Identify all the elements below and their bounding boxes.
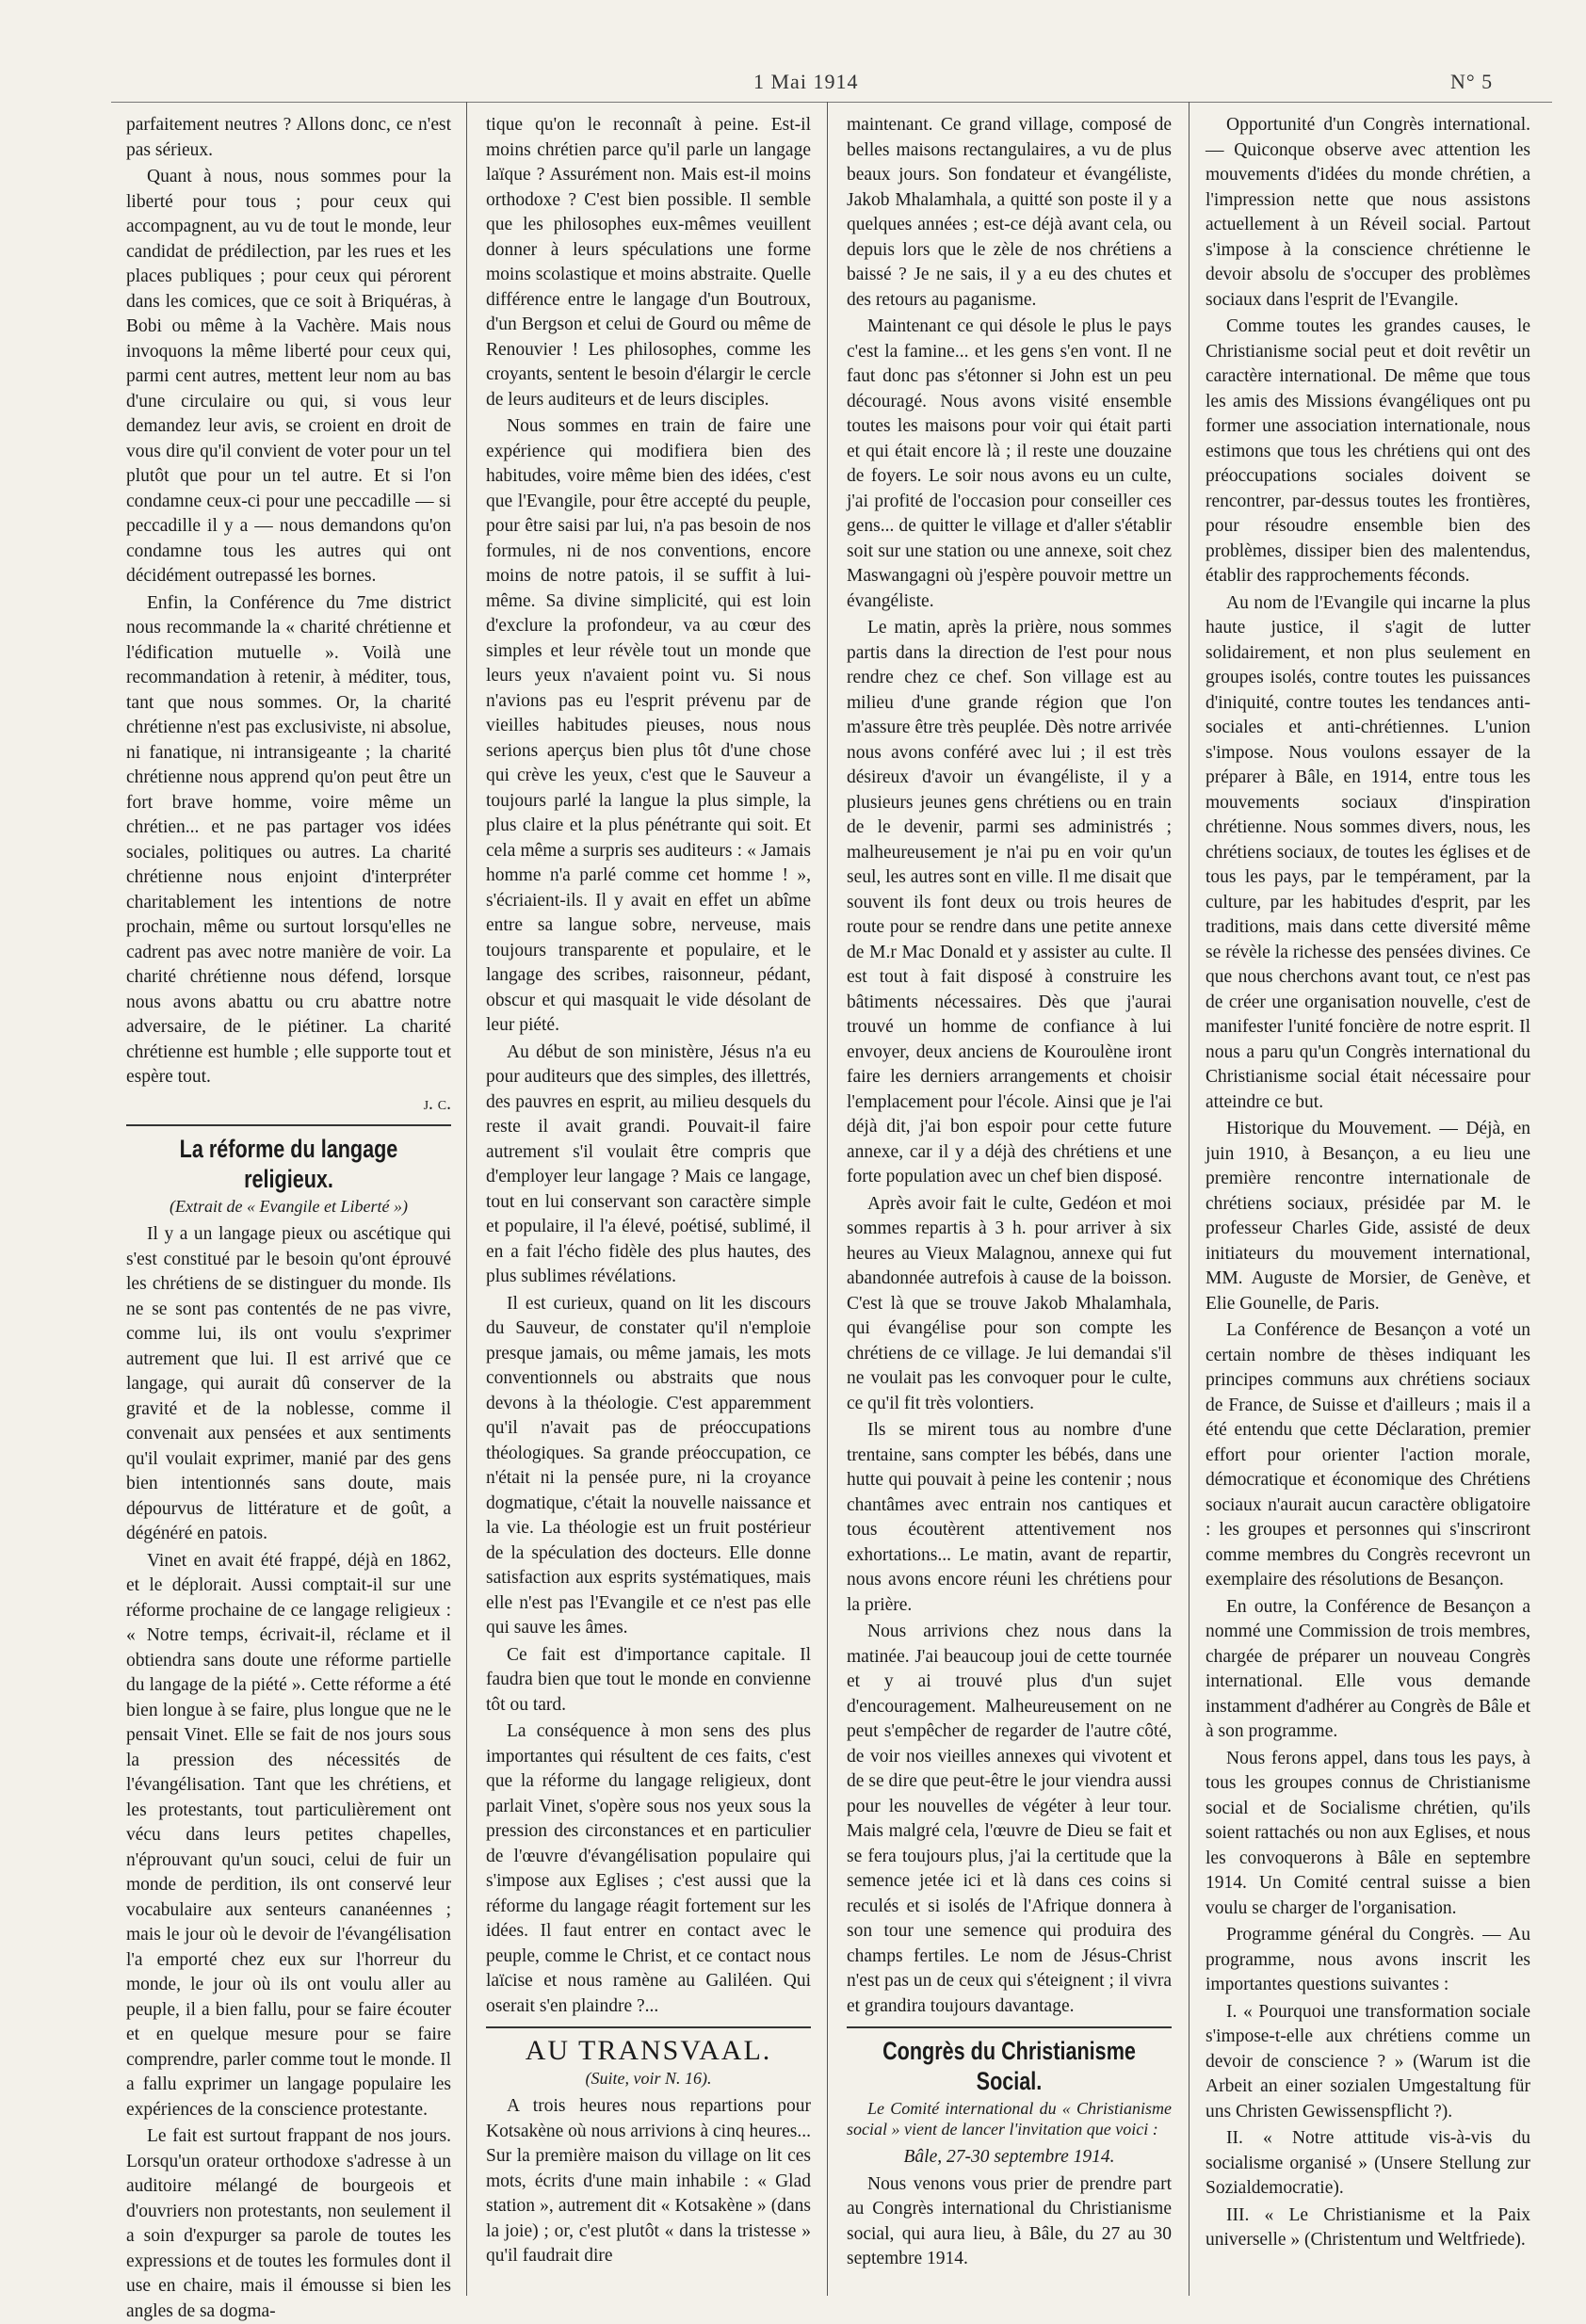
paragraph: Il y a un langage pieux ou ascétique qui s'est constitué par le besoin qu'ont éprouvé les chrétiens de se distinguer du monde. Ils ne se sont pas contentés de ne pas vivre, comme lui, ils ont voulu s'exprimer autrement que lui. Il est arrivé que ce langage, qui aurait dû conserver de la gravité et de la noblesse, comme il convenait aux pensées et aux sentiments qu'il voulait exprimer, manié par des gens bien intentionnés sans doute, mais dépourvus de littérature et de goût, a dégénéré en patois. <box>126 1224 451 1543</box>
paragraph: Vinet en avait été frappé, déjà en 1862, et le déplorait. Aussi comptait-il sur une réforme prochaine de ce langage religieux : « Notre temps, écrivait-il, réclame et il obtiendra sans doute une réforme partielle du langage de la piété ». Cette réforme a été bien longue à se faire, plus longue que ne le pensait Vinet. Elle se fait de nos jours sous la pression des nécessités de l'évangélisation. Tant que les chrétiens, et les protestants, tout particulièrement ont vécu dans leurs petites chapelles, n'éprouvant qu'un souci, celui de fuir un monde de perdition, ils ont conservé leur vocabulaire aux senteurs cananéennes ; mais le jour où le devoir de l'évangélisation l'a emporté chez eux sur l'horreur du monde, le jour où ils ont voulu aller au peuple, il a bien fallu, pour se faire écouter et en quelque mesure pour se faire comprendre, parler comme tout le monde. Il a fallu exprimer un langage populaire les expériences de la conscience protestante. <box>126 1550 451 2120</box>
column-3 <box>847 113 1172 2307</box>
paragraph: Quant à nous, nous sommes pour la liberté pour tous ; pour ceux qui accompagnent, au vu de tout le monde, leur candidat de prédilection, par les rues et les places publiques ; pour ceux qui pérorent dans les comices, que ce soit à Briquéras, à Bobi ou même à la Vachère. Mais nous invoquons la même liberté pour ceux qui, parmi cent autres, mettent leur nom au bas d'une circulaire ou qui, si vous leur demandez leur avis, se croient en droit de vous dire qu'il convient de voter pour un tel plutôt que pour un tel autre. Et si l'on condamne ceux-ci pour une peccadille — si peccadille il y a — nous demandons qu'on condamne tous les autres qui ont décidément outrepassé les bornes. <box>126 167 451 586</box>
paragraph: Le fait est surtout frappant de nos jours. Lorsqu'un orateur orthodoxe s'adresse à un auditoire mélangé de bourgeois et d'ouvriers non protestants, non seulement il a soin d'expurger sa parole de toutes les expressions et de toutes les formules dont il use en chaire, mais il émousse si bien les angles de sa dogma- <box>126 2126 451 2321</box>
paragraph: Il est curieux, quand on lit les discours du Sauveur, de constater qu'il n'emploie presque jamais, ou même jamais, les mots conventionnels ou abstraits que nous devons à la théologie. C'est apparemment qu'il n'avait pas de préoccupations théologiques. Sa grande préoccupation, ce n'était ni la pensée pure, ni la croyance dogmatique, c'était la nouvelle naissance et la vie. La théologie est un fruit postérieur de la spéculation des docteurs. Elle donne satisfaction aux esprits systématiques, mais elle n'est pas l'Evangile et ce n'est pas elle qui sauve les âmes. <box>486 1293 811 1638</box>
article-title-transvaal: AU TRANSVAAL. <box>525 2035 772 2066</box>
column-rule-2 <box>827 102 828 2296</box>
column-rule-3 <box>1189 102 1190 2296</box>
paragraph: Nous arrivions chez nous dans la matinée. J'ai beaucoup joui de cette tournée et y ai trouvé plus d'un sujet d'encouragement. Malheureusement on ne peut s'empêcher de regarder de l'autre côté, de voir nos vieilles annexes qui vivotent et de se dire que peut-être le jour viendra aussi pour les nouvelles de végéter à leur tour. Mais malgré cela, l'œuvre de Dieu se fait et se fera toujours plus, j'ai la certitude que la semence jetée ici et là dans ces coins si reculés et si isolés de l'Afrique donnera à son tour une semence qui produira des champs fertiles. Le nom de Jésus-Christ n'est pas un de ceux qui s'éteignent ; il vivra et grandira toujours davantage. <box>847 1622 1172 2016</box>
program-item: II. « Notre attitude vis-à-vis du socialisme organisé » (Unsere Stellung zur Sozialdemocratie). <box>1206 2128 1530 2198</box>
column-1 <box>126 113 451 2321</box>
paragraph: maintenant. Ce grand village, composé de belles maisons rectangulaires, a vu de plus beaux jours. Son fondateur et évangéliste, Jakob Mhalamhala, a quitté son poste il y a quelques années ; est-ce déjà avant cela, ou depuis lors que le zèle de nos chrétiens a baissé ? Je ne sais, il y a eu des chutes et des retours au paganisme. <box>847 115 1172 310</box>
article-rule <box>126 1124 451 1126</box>
article-subtitle: (Suite, voir N. 16). <box>585 2069 712 2088</box>
signature: j. c. <box>423 1093 451 1114</box>
article-title-congres: Congrès du Christianisme Social. <box>882 2037 1136 2095</box>
paragraph: Après avoir fait le culte, Gedéon et moi sommes repartis à 3 h. pour arriver à six heures au Vieux Malagnou, annexe qui fut abandonnée autrefois à cause de la boisson. C'est là que se trouve Jakob Mhalamhala, qui évangélise pour son compte les chrétiens de ce village. Je lui demandai s'il ne voulait pas les convoquer pour le culte, ce qu'il fit très volontiers. <box>847 1193 1172 1413</box>
paragraph: A trois heures nous repartions pour Kotsakène où nous arrivions à cinq heures... Sur la première maison du village on lit ces mots, écrits d'une main inhabile : « Glad station », autrement dit « Kotsakène » (dans la joie) ; or, c'est plutôt « dans la tristesse » qu'il faudrait dire <box>486 2096 811 2266</box>
article-title-reforme: La réforme du langage religieux. <box>179 1135 398 1193</box>
issue-number: N° 5 <box>1450 70 1494 93</box>
paragraph: Au nom de l'Evangile qui incarne la plus haute justice, il s'agit de lutter solidairement, et non plus seulement en groupes isolés, contre toutes les puissances d'iniquité, contre toutes les tendances anti-sociales et anti-chrétiennes. L'union s'impose. Nous voulons essayer de la préparer à Bâle, en 1914, entre tous les mouvements sociaux d'inspiration chrétienne. Nous sommes divers, nous, les chrétiens sociaux, de toutes les églises et de tous les pays, par le tempérament, par la culture, par les habitudes d'esprit, par les traditions, mais dans cette diversité même se révèle la richesse des pensées divines. Ce que nous cherchons avant tout, ce n'est pas de créer une organisation nouvelle, c'est de manifester l'unité foncière de notre esprit. Il nous a paru qu'un Congrès international du Christianisme social était nécessaire pour atteindre ce but. <box>1206 592 1530 1112</box>
paragraph: Programme général du Congrès. — Au programme, nous avons inscrit les importantes questions suivantes : <box>1206 1925 1530 1994</box>
paragraph: Le matin, après la prière, nous sommes partis dans la direction de l'est pour nous rendre chez ce chef. Son village est au milieu d'une grande région que l'on m'assure être très peuplée. Dès notre arrivée nous avons conféré avec lui ; il est très désireux d'avoir un évangéliste, il y a plusieurs jeunes gens chrétiens ou en train de le devenir, parmi ses administrés ; malheureusement je n'ai pu en voir qu'un seul, les autres sont en ville. Il me disait que souvent ils font deux ou trois heures de route pour se rendre dans une petite annexe de M.r Mac Donald et y assister au culte. Il est tout à fait disposé à construire les bâtiments nécessaires. Dès que j'aurai trouvé un homme de confiance à lui envoyer, deux anciens de Kouroulène iront faire les derniers arrangements et choisir l'emplacement pour l'école. Ainsi que je l'ai déjà dit, j'ai bon espoir pour cette future annexe, car il y a déjà des chrétiens et une forte population avec un chef bien disposé. <box>847 618 1172 1186</box>
paragraph: En outre, la Conférence de Besançon a nommé une Commission de trois membres, chargée de préparer un nouveau Congrès international. Elle vous demande instamment d'adhérer au Congrès de Bâle et à son programme. <box>1206 1596 1530 1741</box>
column-2 <box>486 113 811 2307</box>
column-rule-1 <box>466 102 467 2296</box>
paragraph: Nous ferons appel, dans tous les pays, à tous les groupes connus de Christianisme social et de Socialisme chrétien, qu'ils soient rattachés ou non aux Eglises, et nous les convoquerons à Bâle en septembre 1914. Un Comité central suisse a bien voulu se charger de l'organisation. <box>1206 1748 1530 1918</box>
paragraph: La conséquence à mon sens des plus importantes qui résultent de ces faits, c'est que la réforme du langage religieux, dont parlait Vinet, s'opère sous nos yeux sous la pression des circonstances et en particulier de l'œuvre d'évangélisation populaire qui s'impose aux Eglises ; c'est aussi que la réforme du langage réagit fortement sur les idées. Il faut entrer en contact avec le peuple, comme le Christ, et ce contact nous laïcise et nous ramène au Galiléen. Qui oserait s'en plaindre ?... <box>486 1721 811 2016</box>
article-rule <box>847 2026 1172 2028</box>
paragraph: Ils se mirent tous au nombre d'une trentaine, sans compter les bébés, dans une hutte qui pouvait à peine les contenir ; nous chantâmes avec entrain nos cantiques et tous écoutèrent attentivement nos exhortations... Le matin, avant de repartir, nous avons encore réuni les chrétiens pour la prière. <box>847 1420 1172 1615</box>
paragraph: parfaitement neutres ? Allons donc, ce n'est pas sérieux. <box>126 115 451 160</box>
program-item: III. « Le Christianisme et la Paix universelle » (Christentum und Weltfriede). <box>1206 2204 1530 2250</box>
paragraph: Nous sommes en train de faire une expérience qui modifiera bien des habitudes, voire même bien des idées, c'est que l'Evangile, pour être accepté du peuple, pour être saisi par lui, n'a pas besoin de nos formules, ni de nos conventions, encore moins de notre patois, il se suffit à lui-même. Sa divine simplicité, qui est loin d'exclure la profondeur, va au cœur des simples et leur révèle tout un monde que leurs yeux n'avaient point vu. Si nous n'avions pas eu l'esprit prévenu par de vieilles habitudes pieuses, nous nous serions aperçus bien plus tôt d'une chose qui crève les yeux, c'est que le Sauveur a toujours parlé la langue la plus simple, la plus claire et la plus pénétrante qui soit. Et cela même a surpris ses auditeurs : « Jamais homme n'a parlé comme cet homme ! », s'écriaient-ils. Il y avait en effet un abîme entre sa langue sobre, nerveuse, mais toujours transparente et populaire, et le langage des scribes, raisonneur, pédant, obscur et qui masquait le vide désolant de leur piété. <box>486 416 811 1035</box>
paragraph: Enfin, la Conférence du 7me district nous recommande la « charité chrétienne et l'édification mutuelle ». Voilà une recommandation à retenir, à méditer, tous, tant que nous sommes. Or, la charité chrétienne n'est pas exclusiviste, ni absolue, ni fanatique, ni intransigeante ; la charité chrétienne nous apprend qu'on peut être un fort brave homme, voire même un chrétien... et ne pas partager vos idées sociales, politiques ou autres. La charité chrétienne nous enjoint d'interpréter charitablement les intentions de notre prochain, même ou surtout lorsqu'elles ne cadrent pas avec notre manière de voir. La charité chrétienne nous défend, lorsque nous avons abattu ou cru abattre notre adversaire, de le piétiner. La charité chrétienne est humble ; elle supporte tout et espère tout. <box>126 592 451 1087</box>
page-header <box>0 70 1586 98</box>
paragraph: tique qu'on le reconnaît à peine. Est-il moins chrétien parce qu'il parle un langage laïque ? Assurément non. Mais est-il moins orthodoxe ? C'est bien possible. Il semble que les philosophes eux-mêmes veuillent donner à leurs spéculations une forme moins scolastique et moins abstraite. Quelle différence entre le langage d'un Boutroux, d'un Bergson et celui de Gourd ou même de Renouvier ! Les philosophes, comme les croyants, sentent le besoin d'élargir le cercle de leurs auditeurs et de leurs disciples. <box>486 115 811 410</box>
paragraph: Au début de son ministère, Jésus n'a eu pour auditeurs que des simples, des illettrés, des pauvres en esprit, au milieu desquels du reste il avait grandi. Pouvait-il faire autrement s'il voulait être compris que d'employer leur langage ? Mais ce langage, tout en lui conservant son caractère simple et populaire, il l'a élevé, poétisé, sublimé, il en a fait l'écho fidèle des plus hautes, des plus sublimes révélations. <box>486 1041 811 1286</box>
article-rule <box>486 2026 811 2028</box>
paragraph: Ce fait est d'importance capitale. Il faudra bien que tout le monde en convienne tôt ou tard. <box>486 1644 811 1715</box>
dateline: Bâle, 27-30 septembre 1914. <box>903 2147 1115 2167</box>
paragraph: Nous venons vous prier de prendre part au Congrès international du Christianisme social, qui aura lieu, à Bâle, du 27 au 30 septembre 1914. <box>847 2173 1172 2268</box>
article-subtitle: Le Comité international du « Christianisme social » vient de lancer l'invitation que voici : <box>847 2099 1172 2138</box>
paragraph: Comme toutes les grandes causes, le Christianisme social peut et doit revêtir un caractère international. De même que tous les amis des Missions évangéliques ont pu former une association internationale, nous estimons que tous les chrétiens qui ont des préoccupations sociales doivent se rencontrer, par-dessus toutes les frontières, pour résoudre ensemble bien des problèmes, dissiper bien des malentendus, établir des rapprochements féconds. <box>1206 316 1530 586</box>
paragraph: La Conférence de Besançon a voté un certain nombre de thèses indiquant les principes communs aux chrétiens sociaux de France, de Suisse et d'ailleurs ; mais il a été entendu que cette Déclaration, premier effort pour orienter l'action morale, démocratique et économique des Chrétiens sociaux n'aurait aucun caractère obligatoire : les groupes et personnes qui s'inscriront comme membres du Congrès recevront un exemplaire des résolutions de Besançon. <box>1206 1320 1530 1590</box>
column-4 <box>1206 113 1530 2307</box>
paragraph: Historique du Mouvement. — Déjà, en juin 1910, à Besançon, a eu lieu une première rencontre internationale de chrétiens sociaux, présidée par M. le professeur Charles Gide, assisté de deux initiateurs du mouvement international, MM. Auguste de Morsier, de Genève, et Elie Gounelle, de Paris. <box>1206 1119 1530 1314</box>
program-item: I. « Pourquoi une transformation sociale s'impose-t-elle aux chrétiens comme un devoir de conscience ? » (Warum ist die Arbeit an einer sozialen Umgestaltung für uns Christen Gewissenspflicht ?). <box>1206 2001 1530 2122</box>
issue-date: 1 Mai 1914 <box>753 70 859 93</box>
paragraph: Maintenant ce qui désole le plus le pays c'est la famine... et les gens s'en vont. Il ne faut donc pas s'étonner si John est un peu découragé. Nous avons visité ensemble toutes les maisons pour voir qui était parti et qui était encore là ; il reste une douzaine de foyers. Le soir nous avons eu un culte, j'ai profité de l'occasion pour conseiller ces gens... de quitter le village et d'aller s'établir soit sur une station ou une annexe, soit chez Maswangagni où j'espère pouvoir mettre un évangéliste. <box>847 316 1172 611</box>
header-rule <box>111 102 1552 103</box>
paragraph: Opportunité d'un Congrès international. — Quiconque observe avec attention les mouvements d'idées du monde chrétien, a l'impression nette que nous assistons actuellement à un Réveil social. Partout s'impose à la conscience chrétienne le devoir absolu de s'occuper des problèmes sociaux dans l'esprit de l'Evangile. <box>1206 115 1530 310</box>
article-subtitle: (Extrait de « Evangile et Liberté ») <box>170 1197 408 1216</box>
